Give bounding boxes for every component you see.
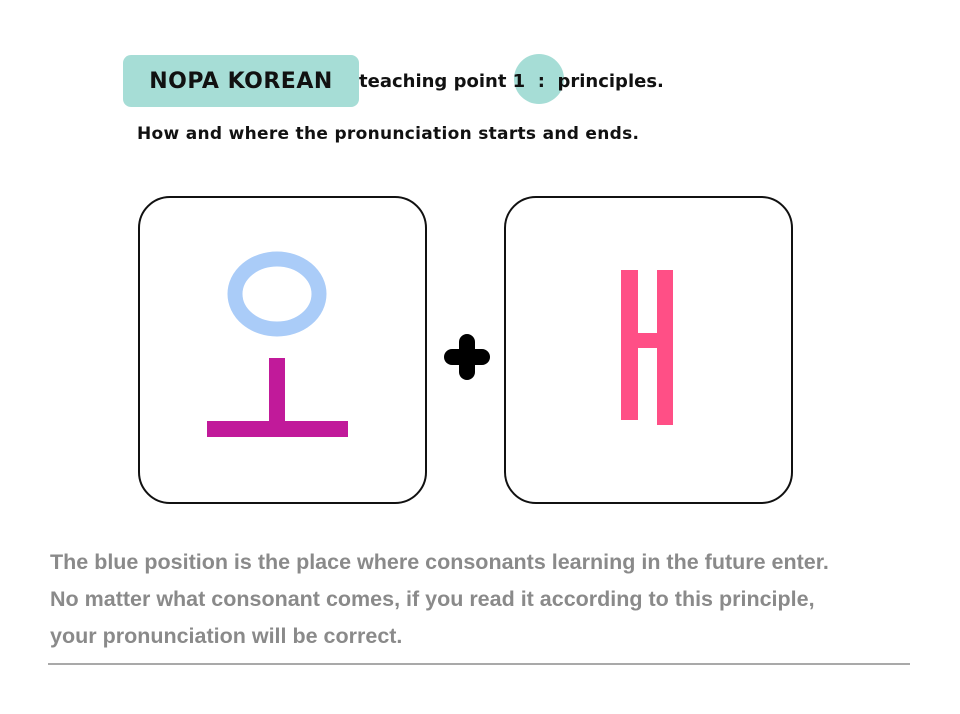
divider [48, 663, 910, 665]
blue-position-circle [235, 259, 319, 329]
ieung-o-glyph [140, 198, 429, 506]
explanation-line: The blue position is the place where consonants learning in the future enter. [50, 550, 829, 574]
card-consonant-vowel [138, 196, 427, 504]
teaching-point-heading: teaching point 1 : principles. [359, 71, 664, 92]
explanation-text [50, 544, 920, 655]
card-vowel-ae [504, 196, 793, 504]
brand-badge [123, 55, 359, 107]
vowel-o-stem [269, 358, 285, 425]
brand-badge-label: NOPA KOREAN [149, 68, 333, 94]
explanation-line: your pronunciation will be correct. [50, 624, 403, 648]
subtitle: How and where the pronunciation starts and ends. [137, 124, 640, 144]
vowel-o-base [207, 421, 348, 437]
ae-glyph [506, 198, 795, 506]
plus-icon [440, 330, 494, 384]
explanation-line: No matter what consonant comes, if you read it according to this principle, [50, 587, 815, 611]
